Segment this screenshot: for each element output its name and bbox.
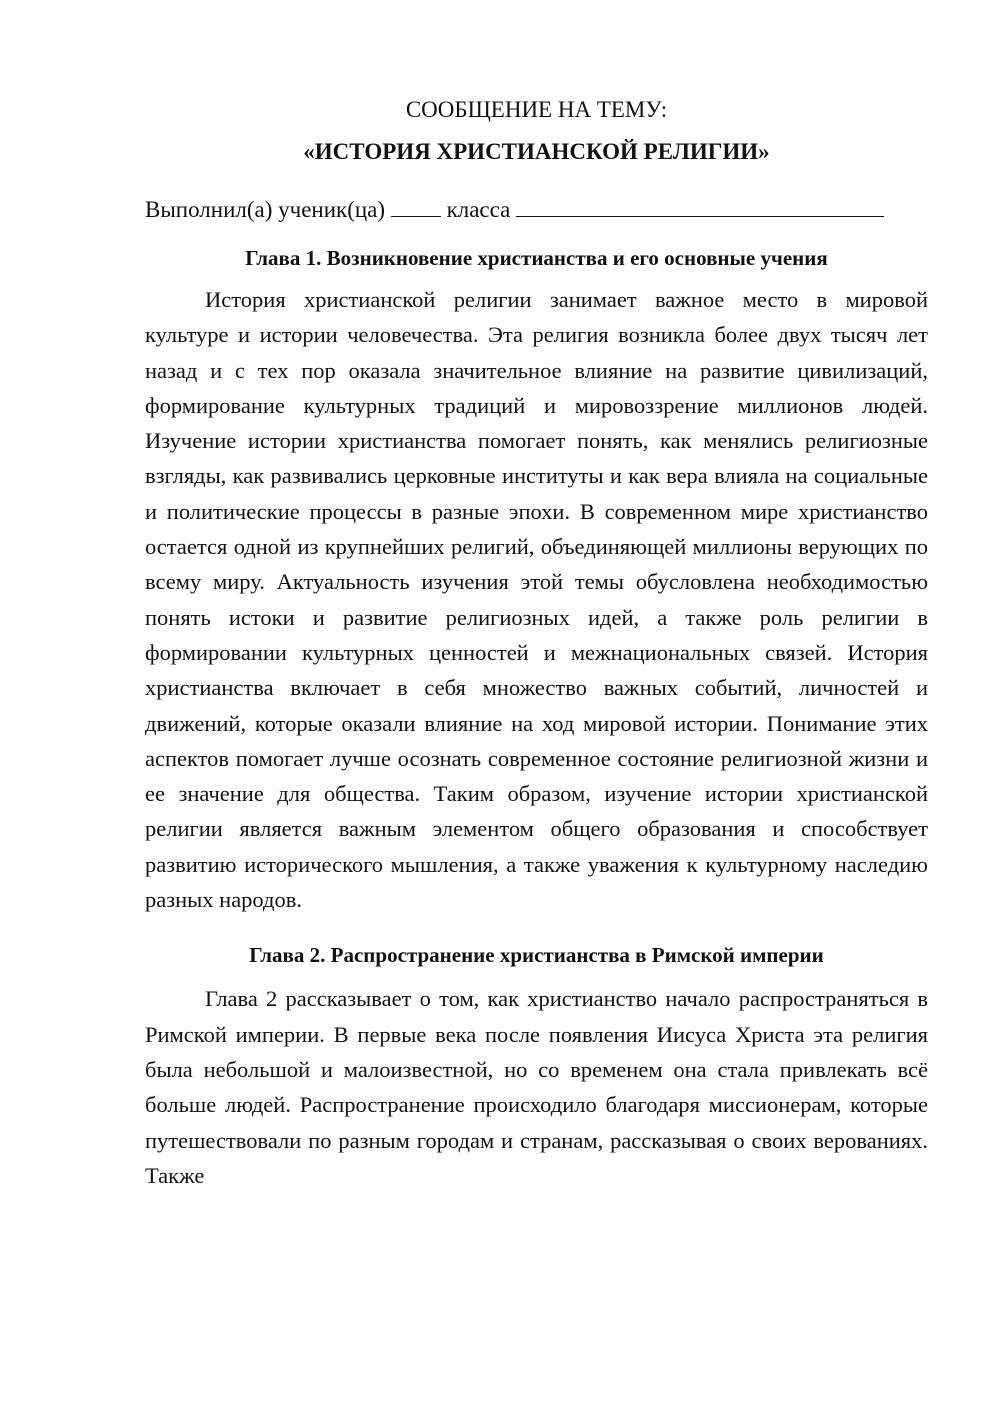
chapter-1-heading: Глава 1. Возникновение христианства и его основные учения [245, 246, 828, 270]
chapter-1-paragraph: История христианской религии занимает важное место в мировой культуре и истории человечества. Эта религия возникла более двух тысяч лет назад и с тех пор оказала значительное влияние на развитие цивилизаций, формирование культурных традиций и мировоззрение миллионов людей. Изучение истории христианства помогает понять, как менялись религиозные взгляды, как развивались церковные институты и как вера влияла на социальные и политические процессы в разные эпохи. В современном мире христианство остается одной из крупнейших религий, объединяющей миллионы верующих по всему миру. Актуальность изучения этой темы обусловлена необходимостью понять истоки и развитие религиозных идей, а также роль религии в формировании культурных ценностей и межнациональных связей. История христианства включает в себя множество важных событий, личностей и движений, которые оказали влияние на ход мировой истории. Понимание этих аспектов помогает лучше осознать современное состояние религиозной жизни и ее значение для общества. Таким образом, изучение истории христианской религии является важным элементом общего образования и способствует развитию исторического мышления, а также уважения к культурному наследию разных народов. [145, 287, 928, 913]
document-title: «ИСТОРИЯ ХРИСТИАНСКОЙ РЕЛИГИИ» [303, 139, 770, 164]
chapter-2-heading: Глава 2. Распространение христианства в Римской империи [249, 943, 824, 968]
class-number-blank[interactable] [391, 194, 441, 217]
author-label: Выполнил(а) ученик(ца) [145, 197, 386, 222]
chapter-2-paragraph: Глава 2 рассказывает о том, как христианство начало распространяться в Римской империи. В первые века после появления Иисуса Христа эта религия была небольшой и малоизвестной, но со временем она стала привлекать всё больше людей. Распространение происходило благодаря миссионерам, которые путешествовали по разным городам и странам, рассказывая о своих верованиях. Также [145, 986, 928, 1188]
document-title-line1: СООБЩЕНИЕ НА ТЕМУ: [405, 97, 668, 122]
student-name-blank[interactable] [516, 194, 884, 217]
author-line [145, 192, 928, 228]
document-body [145, 92, 928, 1193]
class-label: класса [446, 197, 511, 222]
